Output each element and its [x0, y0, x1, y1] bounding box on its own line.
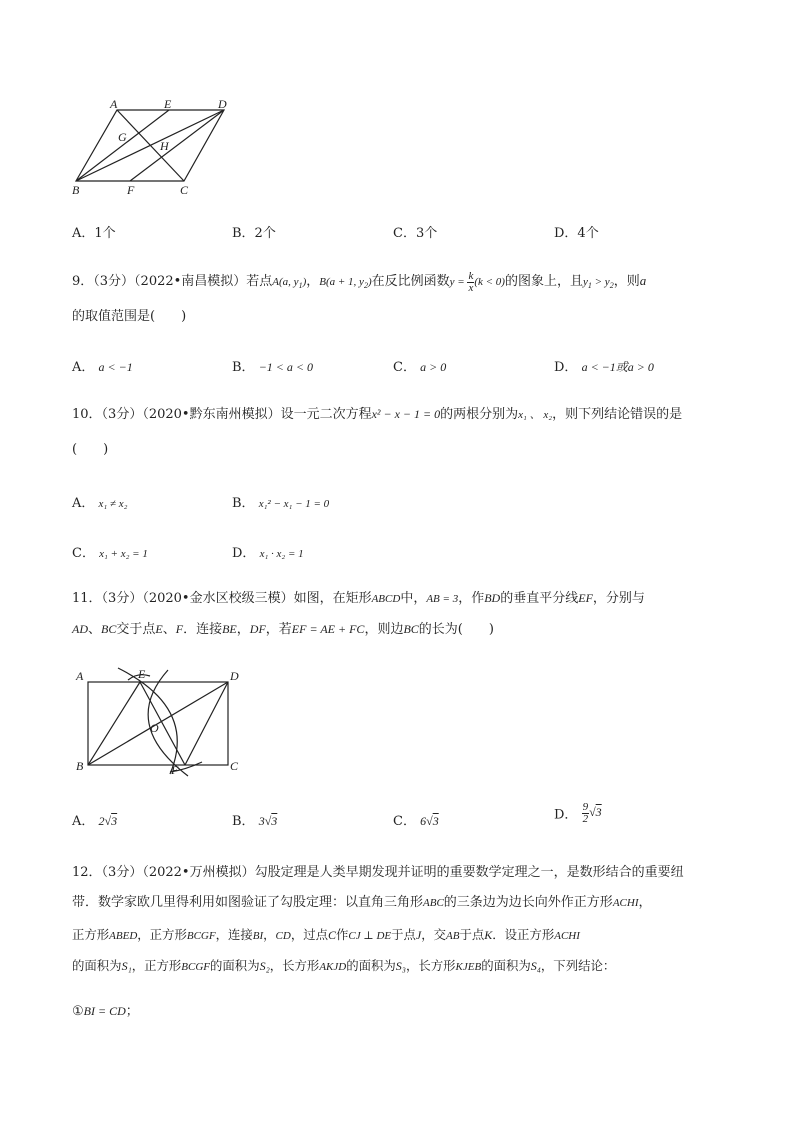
q8-line-bd	[76, 110, 224, 181]
q8-label-f: F	[127, 183, 135, 197]
q8-option-b: B．2个	[232, 226, 276, 241]
q11-line-ef	[140, 682, 185, 765]
q11-line-be	[88, 682, 140, 765]
q11-label-e: E	[138, 667, 146, 681]
q9-option-b: B． −1 < a < 0	[232, 360, 313, 375]
q8-line-fd	[130, 110, 224, 181]
q8-line-be	[76, 110, 169, 181]
q9-option-d: D． a < −1或a > 0	[554, 360, 654, 375]
q9-stem-line2: 的取值范围是( )	[72, 309, 187, 324]
q11-figure	[70, 664, 250, 780]
q11-option-d: D． $\frac{9}{2}$ √3	[554, 801, 602, 825]
q8-option-c: C．3个	[393, 226, 438, 241]
q11-label-c: C	[230, 759, 239, 773]
q8-figure	[66, 98, 246, 198]
q10-option-a: A． x₁ ≠ x₂	[72, 496, 128, 511]
q10-option-d: D． x₁ · x₂ = 1	[232, 546, 304, 561]
q11-option-a: A． 2√3	[72, 814, 118, 829]
q8-label-c: C	[180, 183, 189, 197]
q8-option-d: D．4个	[554, 226, 599, 241]
q11-label-f: F	[171, 763, 179, 777]
q11-option-b: B． 3√3	[232, 814, 278, 829]
q10-option-c: C． x₁ + x₂ = 1	[72, 546, 148, 561]
q12-stem-line3: 正方形ABED，正方形BCGF，连接BI，CD，过点C作CJ ⊥ DE于点J，交AB于点K．设正方形ACHI	[72, 927, 580, 942]
q9-stem-line1: 9．（3分）（2022•南昌模拟）若点A(a, $y_1$)，B(a + 1, $y_2$)在反比例函数y = $\frac{k}{x}$ (k < 0)的图象上，且$y_1 > y_2$，则a	[72, 270, 647, 294]
q8-label-b: B	[72, 183, 80, 197]
q12-item-1: ①BI = CD；	[72, 1004, 139, 1019]
q9-option-c: C． a > 0	[393, 360, 447, 375]
q11-stem-line2: AD、BC交于点E、F．连接BE，DF，若EF = AE + FC，则边BC的长为( )	[72, 622, 494, 637]
q8-label-g: G	[118, 130, 127, 144]
q11-stem-line1: 11．（3分）（2020•金水区校级三模）如图，在矩形ABCD中，AB = 3，作BD的垂直平分线EF，分别与	[72, 591, 645, 606]
q8-label-d: D	[218, 98, 227, 111]
q12-stem-line1: 12．（3分）（2022•万州模拟）勾股定理是人类早期发现并证明的重要数学定理之一，是数形结合的重要纽	[72, 865, 684, 880]
q11-label-o: O	[150, 721, 159, 735]
q8-label-e: E	[164, 98, 172, 111]
q12-stem-line4: 的面积为S₁，正方形BCGF的面积为S₂，长方形AKJD的面积为S₃，长方形KJEB的面积为S₄，下列结论：	[72, 958, 616, 973]
q9-option-a: A． a < −1	[72, 360, 133, 375]
q10-option-b: B． x₁² − x₁ − 1 = 0	[232, 496, 330, 511]
q8-label-h: H	[160, 139, 169, 153]
q12-stem-line2: 带．数学家欧几里得利用如图验证了勾股定理：以直角三角形ABC的三条边为边长向外作正方形ACHI，	[72, 895, 652, 910]
q10-stem-line1: 10．（3分）（2020•黔东南州模拟）设一元二次方程x² − x − 1 = 0的两根分别为x₁ 、 x₂，则下列结论错误的是	[72, 407, 683, 422]
q11-label-b: B	[76, 759, 84, 773]
q11-label-d: D	[230, 669, 239, 683]
q11-option-c: C． 6√3	[393, 814, 439, 829]
q8-option-a: A．1个	[72, 226, 116, 241]
q11-label-a: A	[76, 669, 84, 683]
q8-label-a: A	[110, 98, 118, 111]
q10-stem-line2: ( )	[72, 442, 109, 457]
